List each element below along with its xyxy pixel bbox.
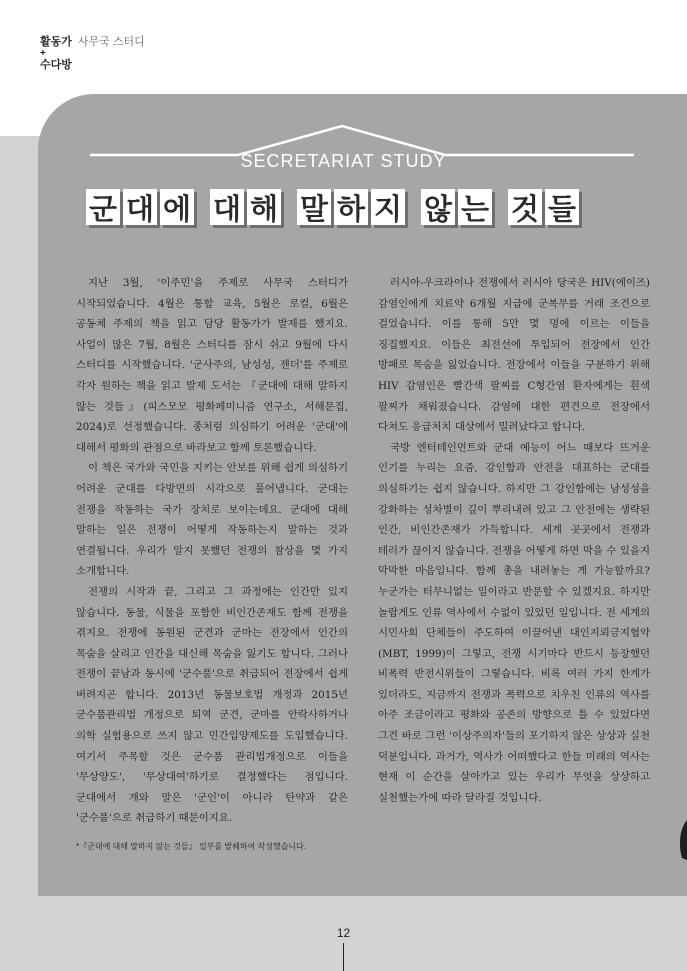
- article-title: [86, 189, 616, 229]
- body-paragraph: 국방 엔터테인먼트와 군대 예능이 어느 때보다 뜨거운 인기를 누리는 요즘, 강인함과 안전을 대표하는 군대를 의심하기는 쉽지 않습니다. 하지만 그 강인함에는 남성성을 강화하는 성차별이 깊이 뿌리내려 있고 그 안전에는 생략된 인간, 비인간존재가 가득합니다. 세계 곳곳에서 전쟁과 테러가 끊이지 않습니다. 전쟁을 어떻게 하면 막을 수 있을지 막막한 마음입니다. 함께 총을 내려놓는 게 가능할까요? 누군가는 터무니없는 일이라고 반문할 수 있겠지요. 하지만 놀랍게도 인류 역사에서 수없이 있었던 일입니다. 전 세계의 시민사회 단체들이 주도하여 이끌어낸 대인지뢰금지협약(MBT, 1999)이 그렇고, 전쟁 시기마다 반드시 등장했던 비폭력 반전시위들이 그렇습니다. 비록 여러 가지 한계가 있더라도, 지금까지 전쟁과 폭력으로 치우친 인류의 역사를 아주 조금이라고 평화와 공존의 방향으로 틀 수 있었다면 그건 바로 그런 '이상주의자'들의 포기하지 않은 상상과 실천 덕분입니다. 과거가, 역사가 어떠했다고 한들 미래의 역사는 현재 이 순간을 살아가고 있는 우리가 무엇을 상상하고 실천했는가에 따라 달라질 것입니다.: [378, 441, 650, 804]
- title-char-box: 하: [334, 189, 368, 225]
- title-char-box: 는: [458, 189, 492, 225]
- right-column: [378, 273, 650, 808]
- title-char-box: 들: [545, 189, 579, 225]
- title-char-box: 대: [123, 189, 157, 225]
- title-word-gap: [197, 189, 207, 229]
- title-char-box: 군: [86, 189, 120, 225]
- left-column: [76, 273, 348, 829]
- silhouette-fragment: [670, 800, 687, 880]
- title-char-box: 지: [371, 189, 405, 225]
- page-number: 12: [336, 926, 351, 940]
- title-word-gap: [408, 189, 418, 229]
- title-char-box: 대: [210, 189, 244, 225]
- footnote: *『군대에 대해 말하지 않는 것들』 일부를 발췌하여 작성했습니다.: [76, 842, 307, 851]
- body-paragraph: 전쟁의 시작과 끝, 그리고 그 과정에는 인간만 있지 않습니다. 동물, 식물을 포함한 비인간존재도 함께 전쟁을 겪지요. 전쟁에 동원된 군견과 군마는 전장에서 인간의 목숨을 살리고 인간을 대신해 목숨을 잃기도 합니다. 그러나 전쟁이 끝남과 동시에 '군수품'으로 취급되어 전장에서 쉽게 버려지곤 합니다. 2013년 동물보호법 개정과 2015년 군수품관리법 개정으로 퇴역 군견, 군마를 안락사하거나 의학 실험용으로 쓰지 않고 민간입양제도를 도입했습니다. 여기서 주목할 것은 군수품 관리법개정으로 이들을 '무상양도', '무상대여'하기로 결정했다는 점입니다. 군대에서 개와 말은 '군인'이 아니라 탄약과 같은 '군수품'으로 취급하기 때문이지요.: [76, 585, 348, 825]
- body-paragraph: 러시아-우크라이나 전쟁에서 러시아 당국은 HIV(에이즈) 감염인에게 치료약 6개월 지급에 군복무를 거래 조건으로 걸었습니다. 이를 통해 5만 몇 명에 이르는 이들을 징집했지요. 이들은 최전선에 투입되어 전장에서 인간 방패로 목숨을 잃었습니다. 전장에서 이들을 구분하기 위해 HIV 감염인은 빨간색 팔찌를 C형간염 환자에게는 흰색 팔찌가 채워졌습니다. 감염에 대한 편견으로 전장에서 다쳐도 응급처치 대상에서 밀려났다고 합니다.: [378, 277, 650, 434]
- header-section: 활동가: [40, 36, 72, 48]
- title-char-box: 않: [421, 189, 455, 225]
- title-char-box: 것: [508, 189, 542, 225]
- page-number-rule: [343, 943, 344, 971]
- title-word-gap: [284, 189, 294, 229]
- title-char-box: 해: [247, 189, 281, 225]
- body-paragraph: 지난 3월, '이주민'을 주제로 사무국 스터디가 시작되었습니다. 4월은 통합 교육, 5월은 로컬, 6월은 공동체 주제의 책을 읽고 담당 활동가가 발제를 했지요. 사업이 많은 7월, 8월은 스터디를 잠시 쉬고 9월에 다시 스터디를 시작했습니다. '군사주의, 남성성, 젠더'를 주제로 각자 원하는 책을 읽고 발제 도서는 『군대에 대해 말하지 않는 것들』(피스모모 평화페미니즘 연구소, 서해문집, 2024)로 선정했습니다. 종처럼 의심하기 어려운 '군대'에 대해서 평화의 관점으로 바라보고 함께 토론했습니다.: [76, 277, 348, 454]
- header-subsection: 사무국 스터디: [77, 36, 145, 48]
- title-char-box: 말: [297, 189, 331, 225]
- title-word-gap: [495, 189, 505, 229]
- header-plus: +: [40, 48, 46, 59]
- body-paragraph: 이 책은 국가와 국민을 지키는 안보를 위해 쉽게 의심하기 어려운 군대를 다방면의 시각으로 풀어냅니다. 군대는 전쟁을 작동하는 국가 장치로 보이는데요. 군대에 대해 말하는 일은 전쟁이 어떻게 작동하는지 말하는 것과 연결됩니다. 우리가 알지 못했던 전쟁의 참상을 몇 가지 소개합니다.: [76, 462, 348, 578]
- title-char-box: 에: [160, 189, 194, 225]
- eyebrow-label: SECRETARIAT STUDY: [240, 151, 447, 171]
- header-series-name: 수다방: [40, 59, 72, 71]
